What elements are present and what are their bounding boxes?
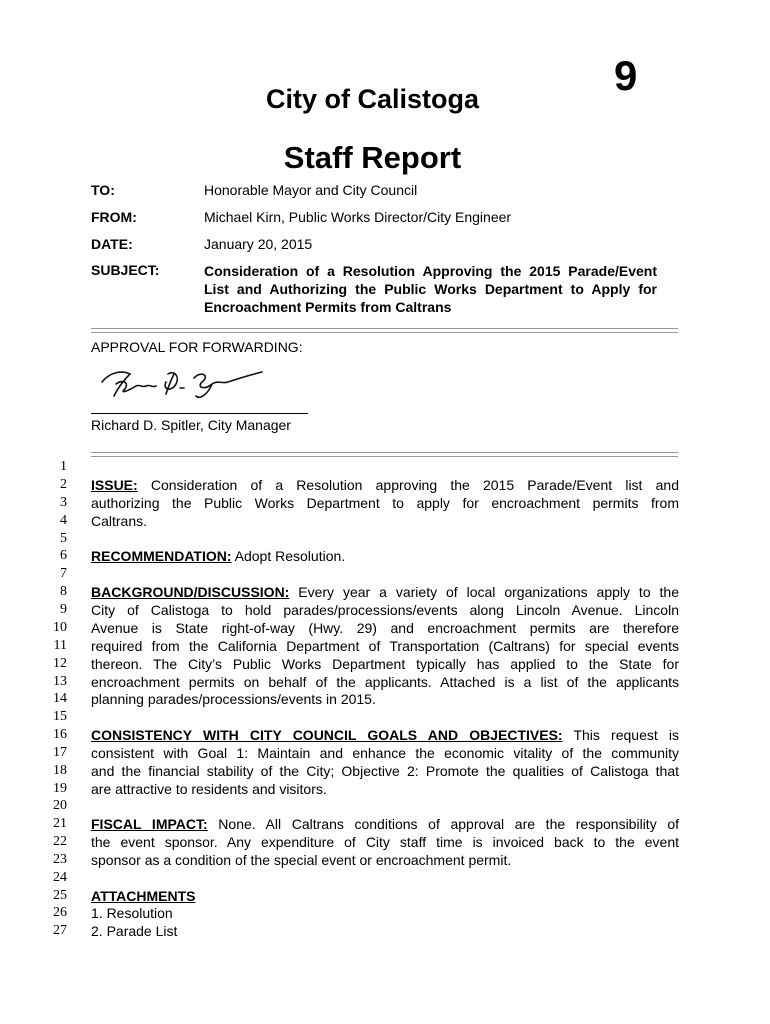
consistency-line: consistent with Goal 1: Maintain and enhance the economic vitality of the community [91,745,679,761]
issue-line: ISSUE: Consideration of a Resolution approving the 2015 Parade/Event list and [91,477,679,493]
date-value: January 20, 2015 [204,236,313,252]
line-number: 18 [53,763,67,778]
fiscal-line: the event sponsor. Any expenditure of City staff time is invoiced back to the event [91,834,679,850]
attachment-item: 1. Resolution [91,905,173,921]
background-line: City of Calistoga to hold parades/processions/events along Lincoln Avenue. Lincoln [91,602,679,618]
date-label: DATE: [91,236,133,252]
consistency-line: CONSISTENCY WITH CITY COUNCIL GOALS AND OBJECTIVES: This request is [91,727,679,743]
line-number: 25 [53,888,67,903]
line-number: 11 [53,638,67,653]
agenda-item-number: 9 [614,52,638,99]
attachment-item: 2. Parade List [91,923,178,939]
background-line: required from the California Department of Transportation (Caltrans) for special events [91,638,679,654]
line-number: 7 [60,566,67,581]
recommendation-heading: RECOMMENDATION: [91,548,232,564]
issue-line: authorizing the Public Works Department to apply for encroachment permits from [91,495,679,511]
subject-label: SUBJECT: [91,262,160,278]
consistency-line: and the financial stability of the City; Objective 2: Promote the qualities of Calistoga that [91,763,679,779]
consistency-heading: CONSISTENCY WITH CITY COUNCIL GOALS AND OBJECTIVES: [91,727,563,743]
line-number: 26 [53,905,67,920]
report-title: Staff Report [283,140,462,175]
line-number: 20 [53,798,67,813]
line-number: 13 [53,674,67,689]
approval-label: APPROVAL FOR FORWARDING: [91,339,303,355]
fiscal-heading: FISCAL IMPACT: [91,816,208,832]
recommendation-line: RECOMMENDATION: Adopt Resolution. [91,548,346,564]
subject-value: Consideration of a Resolution Approving the 2015 Parade/Event List and Authorizing the Public Works Department to Apply for Encroachment Permits from Caltrans [204,263,657,315]
to-value: Honorable Mayor and City Council [204,182,418,198]
line-number: 2 [60,477,67,492]
line-number: 15 [53,709,67,724]
line-number: 24 [53,870,67,885]
line-number: 8 [60,584,67,599]
line-number: 16 [53,727,67,742]
line-number: 1 [60,459,67,474]
from-label: FROM: [91,209,137,225]
to-label: TO: [91,182,115,198]
city-name: City of Calistoga [265,84,480,114]
background-line: planning parades/processions/events in 2015. [91,691,376,707]
background-line: BACKGROUND/DISCUSSION: Every year a variety of local organizations apply to the [91,584,679,600]
line-number: 5 [60,531,67,546]
divider-bottom [91,452,678,457]
line-number: 9 [60,602,67,617]
signature-line [91,413,308,414]
issue-heading: ISSUE: [91,477,138,493]
line-number: 27 [53,923,67,938]
from-value: Michael Kirn, Public Works Director/City Engineer [204,209,512,225]
issue-line: Caltrans. [91,513,148,529]
city-manager-name: Richard D. Spitler, City Manager [91,417,291,433]
line-number: 3 [60,495,67,510]
divider-top [91,328,678,333]
background-line: encroachment permits on behalf of the applicants. Attached is a list of the applicants [91,674,679,690]
line-number: 17 [53,745,67,760]
line-number: 12 [53,656,67,671]
line-number: 22 [53,834,67,849]
line-number: 14 [53,691,67,706]
line-number: 23 [53,852,67,867]
attachments-heading: ATTACHMENTS [91,888,196,904]
city-manager-signature [96,360,271,402]
line-number: 10 [53,620,67,635]
line-number: 4 [60,513,67,528]
line-number: 6 [60,548,67,563]
line-number: 19 [53,781,67,796]
line-number: 21 [53,816,67,831]
consistency-line: are attractive to residents and visitors. [91,781,327,797]
fiscal-line: sponsor as a condition of the special event or encroachment permit. [91,852,512,868]
background-line: thereon. The City’s Public Works Department typically has applied to the State for [91,656,679,672]
background-heading: BACKGROUND/DISCUSSION: [91,584,290,600]
background-line: Avenue is State right-of-way (Hwy. 29) and encroachment permits are therefore [91,620,679,636]
fiscal-line: FISCAL IMPACT: None. All Caltrans conditions of approval are the responsibility of [91,816,680,832]
